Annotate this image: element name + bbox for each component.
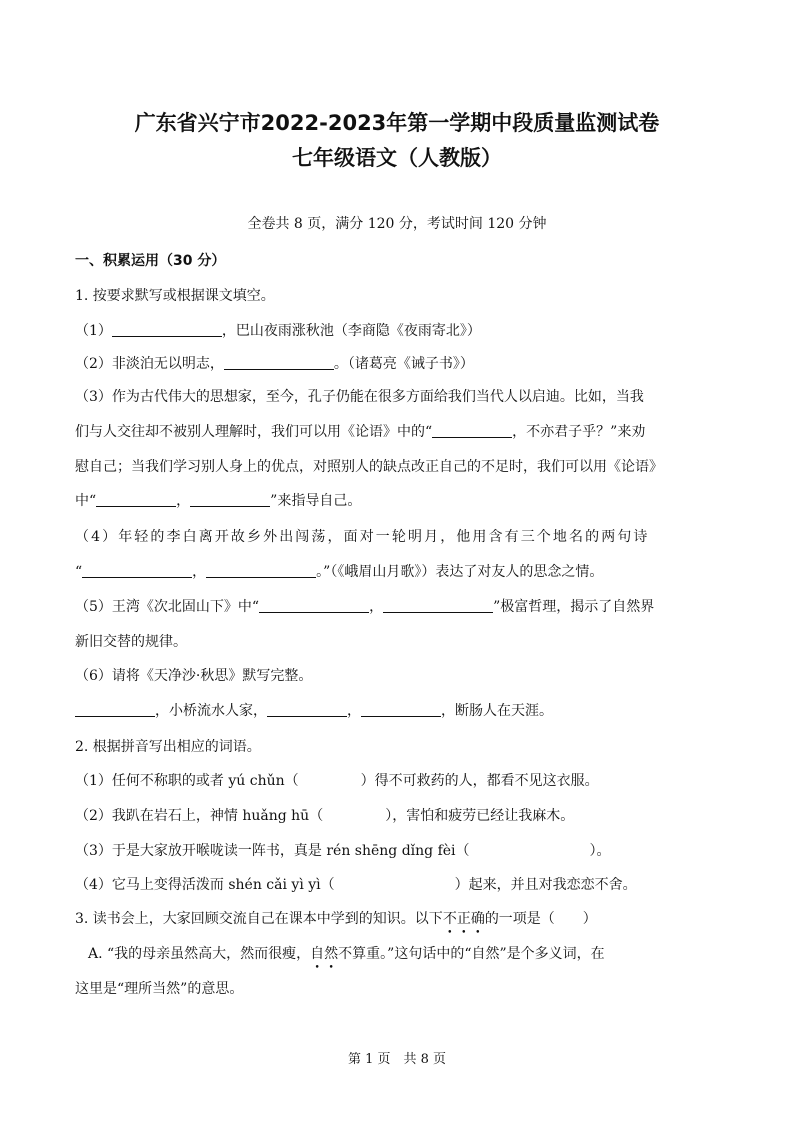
fill-blank[interactable] bbox=[267, 702, 347, 717]
fill-blank[interactable] bbox=[361, 702, 441, 717]
item-text: （3）于是大家放开喉咙读一阵书，真是 rén shēng dǐng fèi（ bbox=[75, 843, 470, 859]
item-text: ， bbox=[192, 564, 207, 580]
section-heading: 一、积累运用（30 分） bbox=[75, 253, 226, 269]
q2-item3 bbox=[75, 840, 735, 860]
fill-blank[interactable] bbox=[259, 598, 369, 613]
item-text: ，巴山夜雨涨秋池（李商隐《夜雨寄北》） bbox=[221, 323, 481, 339]
emphasis-char: 确 bbox=[470, 911, 485, 927]
item-text: ，小桥流水人家， bbox=[155, 703, 267, 719]
item-text: 3. 读书会上，大家回顾交流自己在课本中学到的知识。以下 bbox=[75, 911, 443, 927]
q1-stem: 1. 按要求默写或根据课文填空。 bbox=[75, 288, 275, 304]
q3-option-a-line2: 这里是“理所当然”的意思。 bbox=[75, 981, 244, 997]
item-text: ）得不可救药的人，都看不见这衣服。 bbox=[360, 773, 599, 789]
q1-item3-line1: （3）作为古代伟大的思想家，至今，孔子仍能在很多方面给我们当代人以启迪。比如，当我 bbox=[75, 389, 644, 405]
q1-item4-line1: （4）年轻的李白离开故乡外出闯荡，面对一轮明月，他用含有三个地名的两句诗 bbox=[75, 529, 650, 545]
emphasis-char: 正 bbox=[456, 911, 471, 927]
emphasis-char: 然 bbox=[324, 946, 339, 962]
item-text: ”来指导自己。 bbox=[270, 493, 362, 509]
emphasis-char: 不 bbox=[442, 911, 457, 927]
q3-option-a-line1 bbox=[88, 943, 748, 963]
item-text: “ bbox=[75, 564, 83, 580]
fill-blank[interactable] bbox=[75, 702, 155, 717]
item-text: （5）王湾《次北固山下》中“ bbox=[75, 599, 260, 615]
q2-item2 bbox=[75, 805, 735, 825]
fill-blank[interactable] bbox=[224, 355, 334, 370]
item-text: ， bbox=[369, 599, 384, 615]
q1-item5-line1 bbox=[75, 596, 735, 616]
item-text: 们与人交往却不被别人理解时，我们可以用《论语》中的“ bbox=[75, 424, 433, 440]
exam-subtitle: 七年级语文（人教版） bbox=[292, 146, 502, 170]
item-text: ）起来，并且对我恋恋不舍。 bbox=[454, 877, 637, 893]
item-text: ，不亦君子乎？”来劝 bbox=[512, 424, 646, 440]
item-text: ，断肠人在天涯。 bbox=[441, 703, 553, 719]
q1-item6-line1: （6）请将《天净沙·秋思》默写完整。 bbox=[75, 668, 313, 684]
fill-blank[interactable] bbox=[96, 492, 176, 507]
q1-item5-line2: 新旧交替的规律。 bbox=[75, 634, 187, 650]
item-text: （4）它马上变得活泼而 shén cǎi yì yì（ bbox=[75, 877, 335, 893]
q1-item1 bbox=[75, 320, 735, 340]
fill-blank[interactable] bbox=[432, 423, 512, 438]
item-label: （1） bbox=[75, 323, 112, 339]
fill-blank[interactable] bbox=[112, 322, 222, 337]
q1-item3-line4 bbox=[75, 490, 735, 510]
item-text: （1）任何不称职的或者 yú chǔn（ bbox=[75, 773, 299, 789]
q2-stem: 2. 根据拼音写出相应的词语。 bbox=[75, 739, 261, 755]
item-text: （2）我趴在岩石上，神情 huǎng hū（ bbox=[75, 808, 324, 824]
page-footer: 第 1 页 共 8 页 bbox=[347, 1052, 447, 1067]
item-text: 不算重。”这句话中的“自然”是个多义词，在 bbox=[338, 946, 605, 962]
q2-item1 bbox=[75, 770, 735, 790]
item-text: ， bbox=[176, 493, 191, 509]
item-text: A. “我的母亲虽然高大，然而很瘦， bbox=[88, 946, 311, 962]
item-text: ， bbox=[347, 703, 361, 719]
q1-item4-line2 bbox=[75, 561, 735, 581]
item-text: （2）非淡泊无以明志， bbox=[75, 356, 224, 372]
item-text: ”极富哲理，揭示了自然界 bbox=[493, 599, 655, 615]
q1-item2 bbox=[75, 353, 735, 373]
fill-blank[interactable] bbox=[190, 492, 270, 507]
q1-item3-line2 bbox=[75, 421, 735, 441]
q1-item6-line2 bbox=[75, 700, 735, 720]
item-text: 的一项是（ ） bbox=[484, 911, 597, 927]
q2-item4 bbox=[75, 874, 735, 894]
emphasis-char: 自 bbox=[310, 946, 325, 962]
fill-blank[interactable] bbox=[82, 563, 192, 578]
fill-blank[interactable] bbox=[206, 563, 316, 578]
fill-blank[interactable] bbox=[383, 598, 493, 613]
item-text: 。”（《峨眉山月歌》）表达了对友人的思念之情。 bbox=[316, 564, 604, 580]
q1-item3-line3: 慰自己；当我们学习别人身上的优点，对照别人的缺点改正自己的不足时，我们可以用《论语》 bbox=[75, 459, 663, 475]
item-text: 中“ bbox=[75, 493, 97, 509]
item-text: ）。 bbox=[589, 843, 611, 859]
exam-meta: 全卷共 8 页，满分 120 分，考试时间 120 分钟 bbox=[247, 216, 547, 232]
exam-title: 广东省兴宁市2022-2023年第一学期中段质量监测试卷 bbox=[134, 111, 660, 135]
q3-stem bbox=[75, 908, 735, 928]
item-text: ），害怕和疲劳已经让我麻木。 bbox=[385, 808, 575, 824]
item-text: 。（诸葛亮《诫子书》） bbox=[333, 356, 474, 372]
